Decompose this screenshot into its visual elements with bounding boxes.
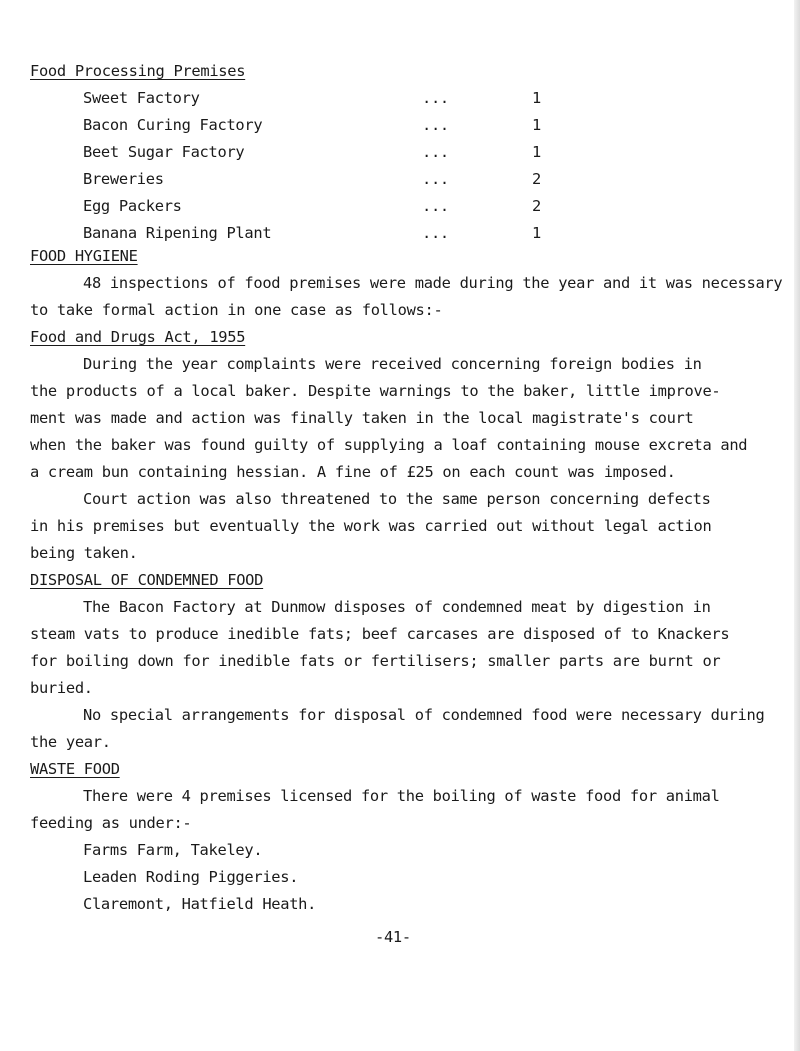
- premise-count: 2: [532, 170, 541, 188]
- paragraph-line: the products of a local baker. Despite warnings to the baker, little improve-: [30, 382, 721, 400]
- premise-name: Bacon Curing Factory: [83, 116, 263, 134]
- premise-name: Banana Ripening Plant: [83, 224, 272, 242]
- paragraph-line: Court action was also threatened to the same person concerning defects: [83, 490, 711, 508]
- premise-name: Beet Sugar Factory: [83, 143, 245, 161]
- premise-name: Breweries: [83, 170, 164, 188]
- premise-name: Sweet Factory: [83, 89, 200, 107]
- paragraph-line: During the year complaints were received concerning foreign bodies in: [83, 355, 702, 373]
- paragraph-line: buried.: [30, 679, 93, 697]
- paragraph-line: the year.: [30, 733, 111, 751]
- premise-count: 1: [532, 143, 541, 161]
- paragraph-line: steam vats to produce inedible fats; beef carcases are disposed of to Knackers: [30, 625, 730, 643]
- paragraph-line: ment was made and action was finally taken in the local magistrate's court: [30, 409, 694, 427]
- leader-dots: ...: [422, 89, 449, 107]
- premise-count: 1: [532, 224, 541, 242]
- page-edge: [794, 0, 800, 1051]
- list-item: Claremont, Hatfield Heath.: [83, 895, 317, 913]
- leader-dots: ...: [422, 197, 449, 215]
- paragraph-line: to take formal action in one case as follows:-: [30, 301, 443, 319]
- food-and-drugs-heading: Food and Drugs Act, 1955: [30, 328, 246, 346]
- food-processing-heading: Food Processing Premises: [30, 62, 246, 80]
- page-number: -41-: [375, 928, 411, 946]
- leader-dots: ...: [422, 116, 449, 134]
- waste-food-heading: WASTE FOOD: [30, 760, 120, 778]
- leader-dots: ...: [422, 143, 449, 161]
- paragraph-line: when the baker was found guilty of supplying a loaf containing mouse excreta and: [30, 436, 748, 454]
- paragraph-line: in his premises but eventually the work was carried out without legal action: [30, 517, 712, 535]
- list-item: Leaden Roding Piggeries.: [83, 868, 299, 886]
- premise-count: 1: [532, 89, 541, 107]
- disposal-heading: DISPOSAL OF CONDEMNED FOOD: [30, 571, 264, 589]
- food-hygiene-heading: FOOD HYGIENE: [30, 247, 138, 265]
- paragraph-line: feeding as under:-: [30, 814, 192, 832]
- paragraph-line: for boiling down for inedible fats or fertilisers; smaller parts are burnt or: [30, 652, 721, 670]
- list-item: Farms Farm, Takeley.: [83, 841, 263, 859]
- premise-name: Egg Packers: [83, 197, 182, 215]
- paragraph-line: The Bacon Factory at Dunmow disposes of condemned meat by digestion in: [83, 598, 711, 616]
- leader-dots: ...: [422, 224, 449, 242]
- paragraph-line: No special arrangements for disposal of condemned food were necessary during: [83, 706, 765, 724]
- premise-count: 1: [532, 116, 541, 134]
- paragraph-line: being taken.: [30, 544, 138, 562]
- premise-count: 2: [532, 197, 541, 215]
- paragraph-line: 48 inspections of food premises were made during the year and it was necessary: [83, 274, 783, 292]
- paragraph-line: a cream bun containing hessian. A fine of £25 on each count was imposed.: [30, 463, 676, 481]
- paragraph-line: There were 4 premises licensed for the boiling of waste food for animal: [83, 787, 720, 805]
- leader-dots: ...: [422, 170, 449, 188]
